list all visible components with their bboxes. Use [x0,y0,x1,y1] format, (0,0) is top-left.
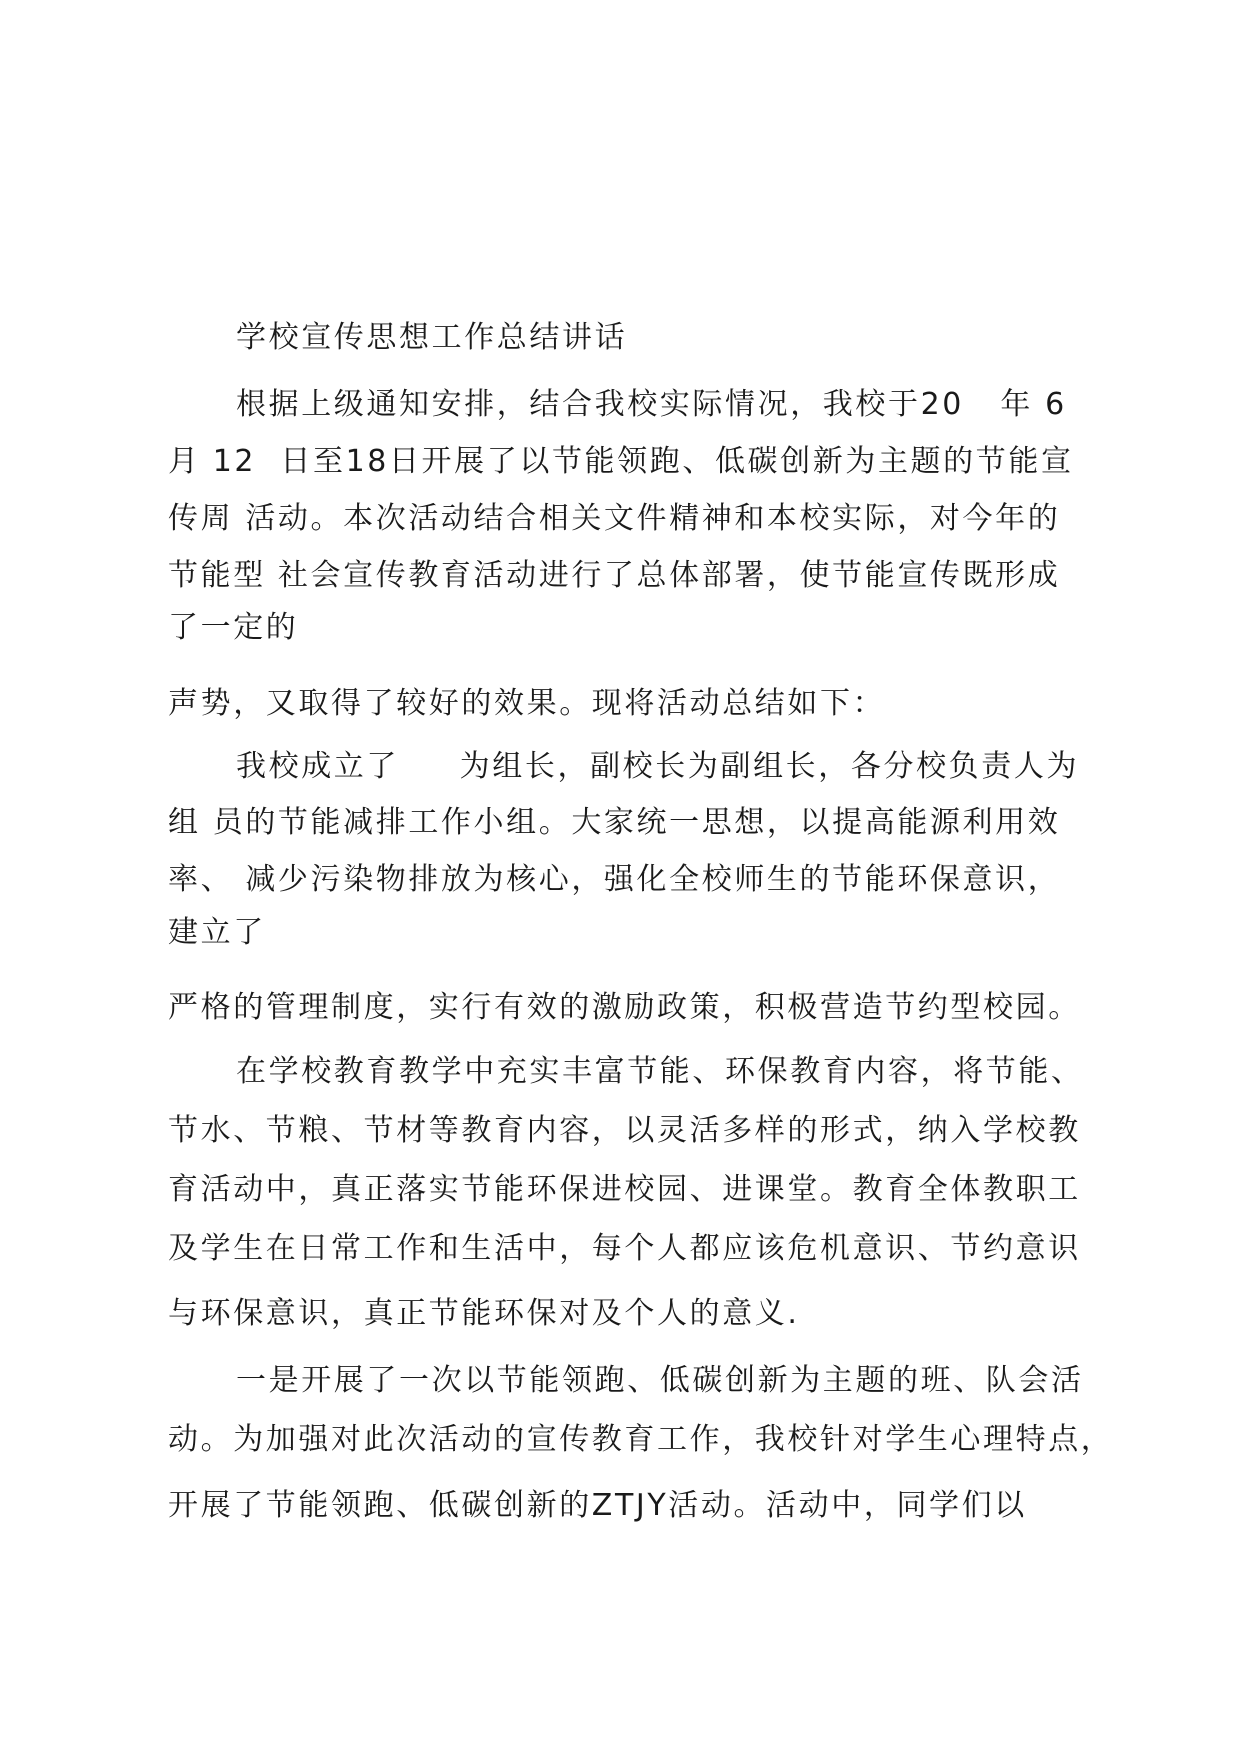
paragraph-line: 月 12 日至18日开展了以节能领跑、低碳创新为主题的节能宣 [168,444,1074,479]
paragraph-line: 组 员的节能减排工作小组。大家统一思想，以提高能源利用效 [168,805,1061,840]
paragraph-line: 育活动中，真正落实节能环保进校园、进课堂。教育全体教职工 [168,1172,1081,1207]
paragraph-line: 节能型 社会宣传教育活动进行了总体部署，使节能宣传既形成 [168,558,1061,593]
paragraph-line: 我校成立了 为组长，副校长为副组长，各分校负责人为 [236,749,1080,784]
paragraph-line: 传周 活动。本次活动结合相关文件精神和本校实际，对今年的 [168,501,1061,536]
paragraph-line: 与环保意识，真正节能环保对及个人的意义. [168,1296,800,1331]
paragraph-line: 建立了 [168,915,266,950]
paragraph-line: 了一定的 [168,610,299,645]
paragraph-line: 率、 减少污染物排放为核心，强化全校师生的节能环保意识， [168,862,1061,897]
paragraph-line: 开展了节能领跑、低碳创新的ZTJY活动。活动中，同学们以 [168,1488,1027,1523]
paragraph-line: 动。为加强对此次活动的宣传教育工作，我校针对学生心理特点， [168,1422,1114,1457]
paragraph-line: 及学生在日常工作和生活中，每个人都应该危机意识、节约意识 [168,1231,1081,1266]
paragraph-line: 一是开展了一次以节能领跑、低碳创新为主题的班、队会活 [236,1363,1084,1398]
document-title: 学校宣传思想工作总结讲话 [236,320,628,355]
paragraph-line: 严格的管理制度，实行有效的激励政策，积极营造节约型校园。 [168,990,1081,1025]
paragraph-line: 根据上级通知安排，结合我校实际情况，我校于20 年 6 [236,387,1067,422]
paragraph-line: 声势，又取得了较好的效果。现将活动总结如下： [168,686,886,721]
paragraph-line: 在学校教育教学中充实丰富节能、环保教育内容，将节能、 [236,1054,1084,1089]
paragraph-line: 节水、节粮、节材等教育内容，以灵活多样的形式，纳入学校教 [168,1113,1081,1148]
